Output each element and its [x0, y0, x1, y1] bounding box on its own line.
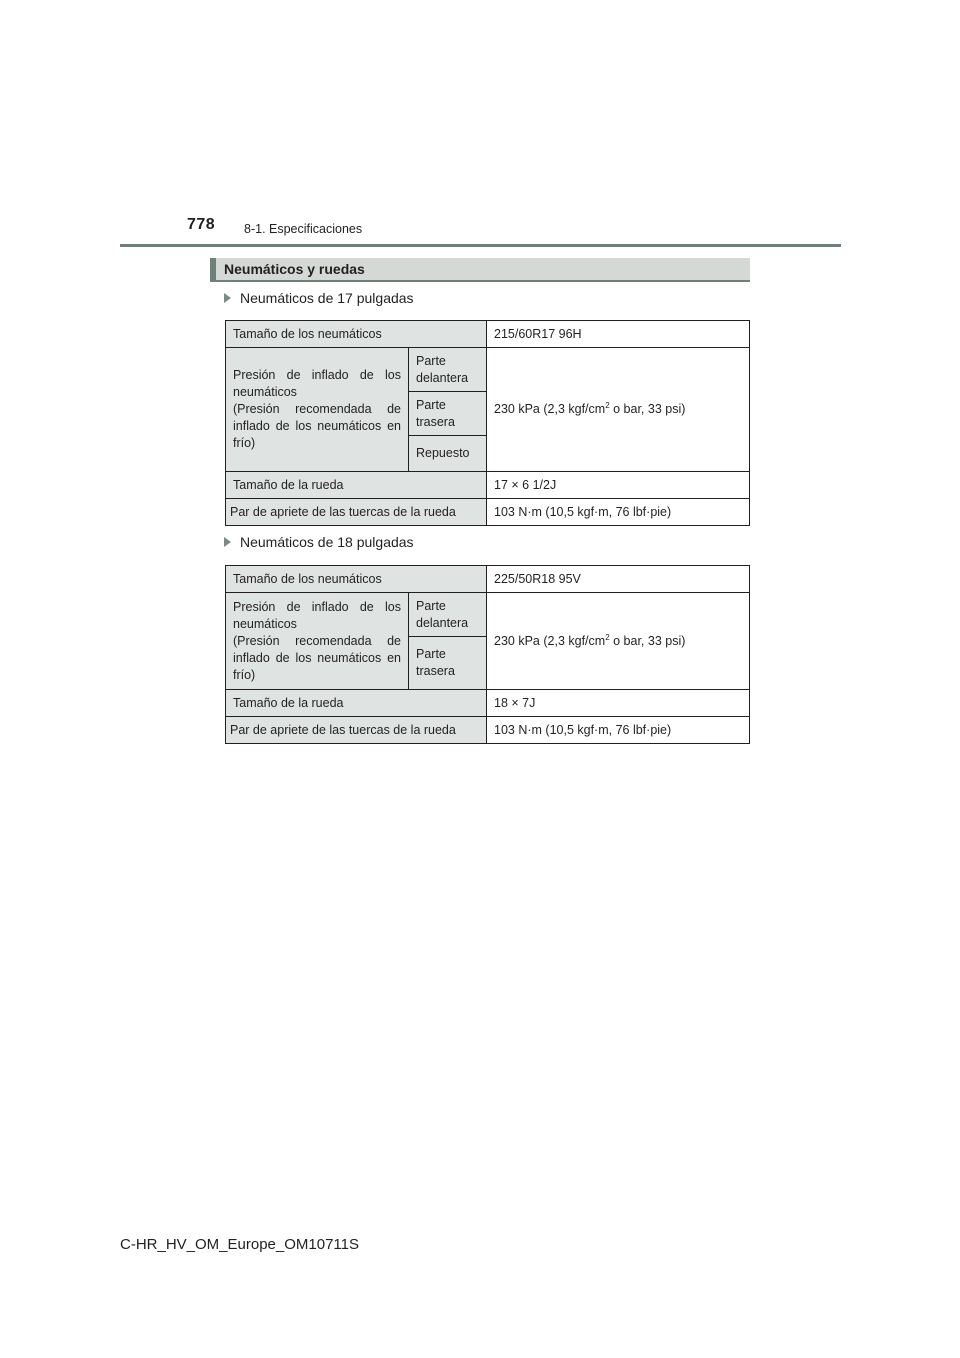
page-number: 778 — [187, 216, 216, 233]
subheading-18-text: Neumáticos de 18 pulgadas — [240, 534, 414, 550]
tire-size-label: Tamaño de los neumáticos — [226, 321, 487, 348]
pressure-value-tail: o bar, 33 psi) — [609, 633, 686, 648]
pressure-value-tail: o bar, 33 psi) — [609, 402, 686, 416]
subheading-17-text: Neumáticos de 17 pulgadas — [240, 290, 414, 306]
table-row — [226, 348, 750, 392]
table-row — [226, 321, 750, 348]
pressure-label-line2: (Presión recomendada de inflado de los neumáticos en frío) — [233, 633, 401, 682]
pressure-label — [226, 593, 409, 690]
document-code: C-HR_HV_OM_Europe_OM10711S — [120, 1236, 359, 1253]
wheel-size-value: 17 × 6 1/2J — [487, 472, 750, 499]
table-row — [226, 566, 750, 593]
table-row — [226, 472, 750, 499]
spec-table-18 — [225, 565, 750, 744]
pressure-label-line1: Presión de inflado de los neumáticos — [233, 599, 401, 631]
pressure-value-main: 230 kPa (2,3 kgf/cm — [494, 402, 606, 416]
arrow-right-icon — [224, 537, 231, 547]
pressure-value-main: 230 kPa (2,3 kgf/cm — [494, 633, 606, 648]
pressure-value-sup: 2 — [605, 400, 610, 410]
position-rear: Parte trasera — [409, 637, 487, 690]
torque-value: 103 N·m (10,5 kgf·m, 76 lbf·pie) — [487, 499, 750, 526]
section-banner-bar — [210, 258, 216, 280]
tire-size-value: 225/50R18 95V — [487, 566, 750, 593]
torque-label: Par de apriete de las tuercas de la rueda — [226, 717, 487, 744]
pressure-value — [487, 348, 750, 472]
pressure-value — [487, 593, 750, 690]
pressure-value-sup: 2 — [605, 632, 610, 642]
wheel-size-label: Tamaño de la rueda — [226, 472, 487, 499]
torque-value: 103 N·m (10,5 kgf·m, 76 lbf·pie) — [487, 717, 750, 744]
table-row — [226, 717, 750, 744]
position-front: Parte delantera — [409, 348, 487, 392]
section-label: 8-1. Especificaciones — [244, 222, 363, 236]
wheel-size-label: Tamaño de la rueda — [226, 690, 487, 717]
section-banner — [210, 258, 750, 282]
tire-size-label: Tamaño de los neumáticos — [226, 566, 487, 593]
position-rear: Parte trasera — [409, 392, 487, 436]
spec-table-17 — [225, 320, 750, 526]
header-rule — [120, 244, 841, 247]
pressure-label-line1: Presión de inflado de los neumáticos — [233, 368, 401, 399]
torque-label: Par de apriete de las tuercas de la rueda — [226, 499, 487, 526]
pressure-label — [226, 348, 409, 472]
table-row — [226, 690, 750, 717]
position-spare: Repuesto — [409, 436, 487, 472]
wheel-size-value: 18 × 7J — [487, 690, 750, 717]
table-row — [226, 593, 750, 637]
subheading-17 — [224, 290, 414, 306]
tire-size-value: 215/60R17 96H — [487, 321, 750, 348]
position-front: Parte delantera — [409, 593, 487, 637]
pressure-label-line2: (Presión recomendada de inflado de los neumáticos en frío) — [233, 402, 401, 450]
table-row — [226, 499, 750, 526]
section-title: Neumáticos y ruedas — [224, 261, 365, 277]
arrow-right-icon — [224, 293, 231, 303]
subheading-18 — [224, 534, 414, 550]
